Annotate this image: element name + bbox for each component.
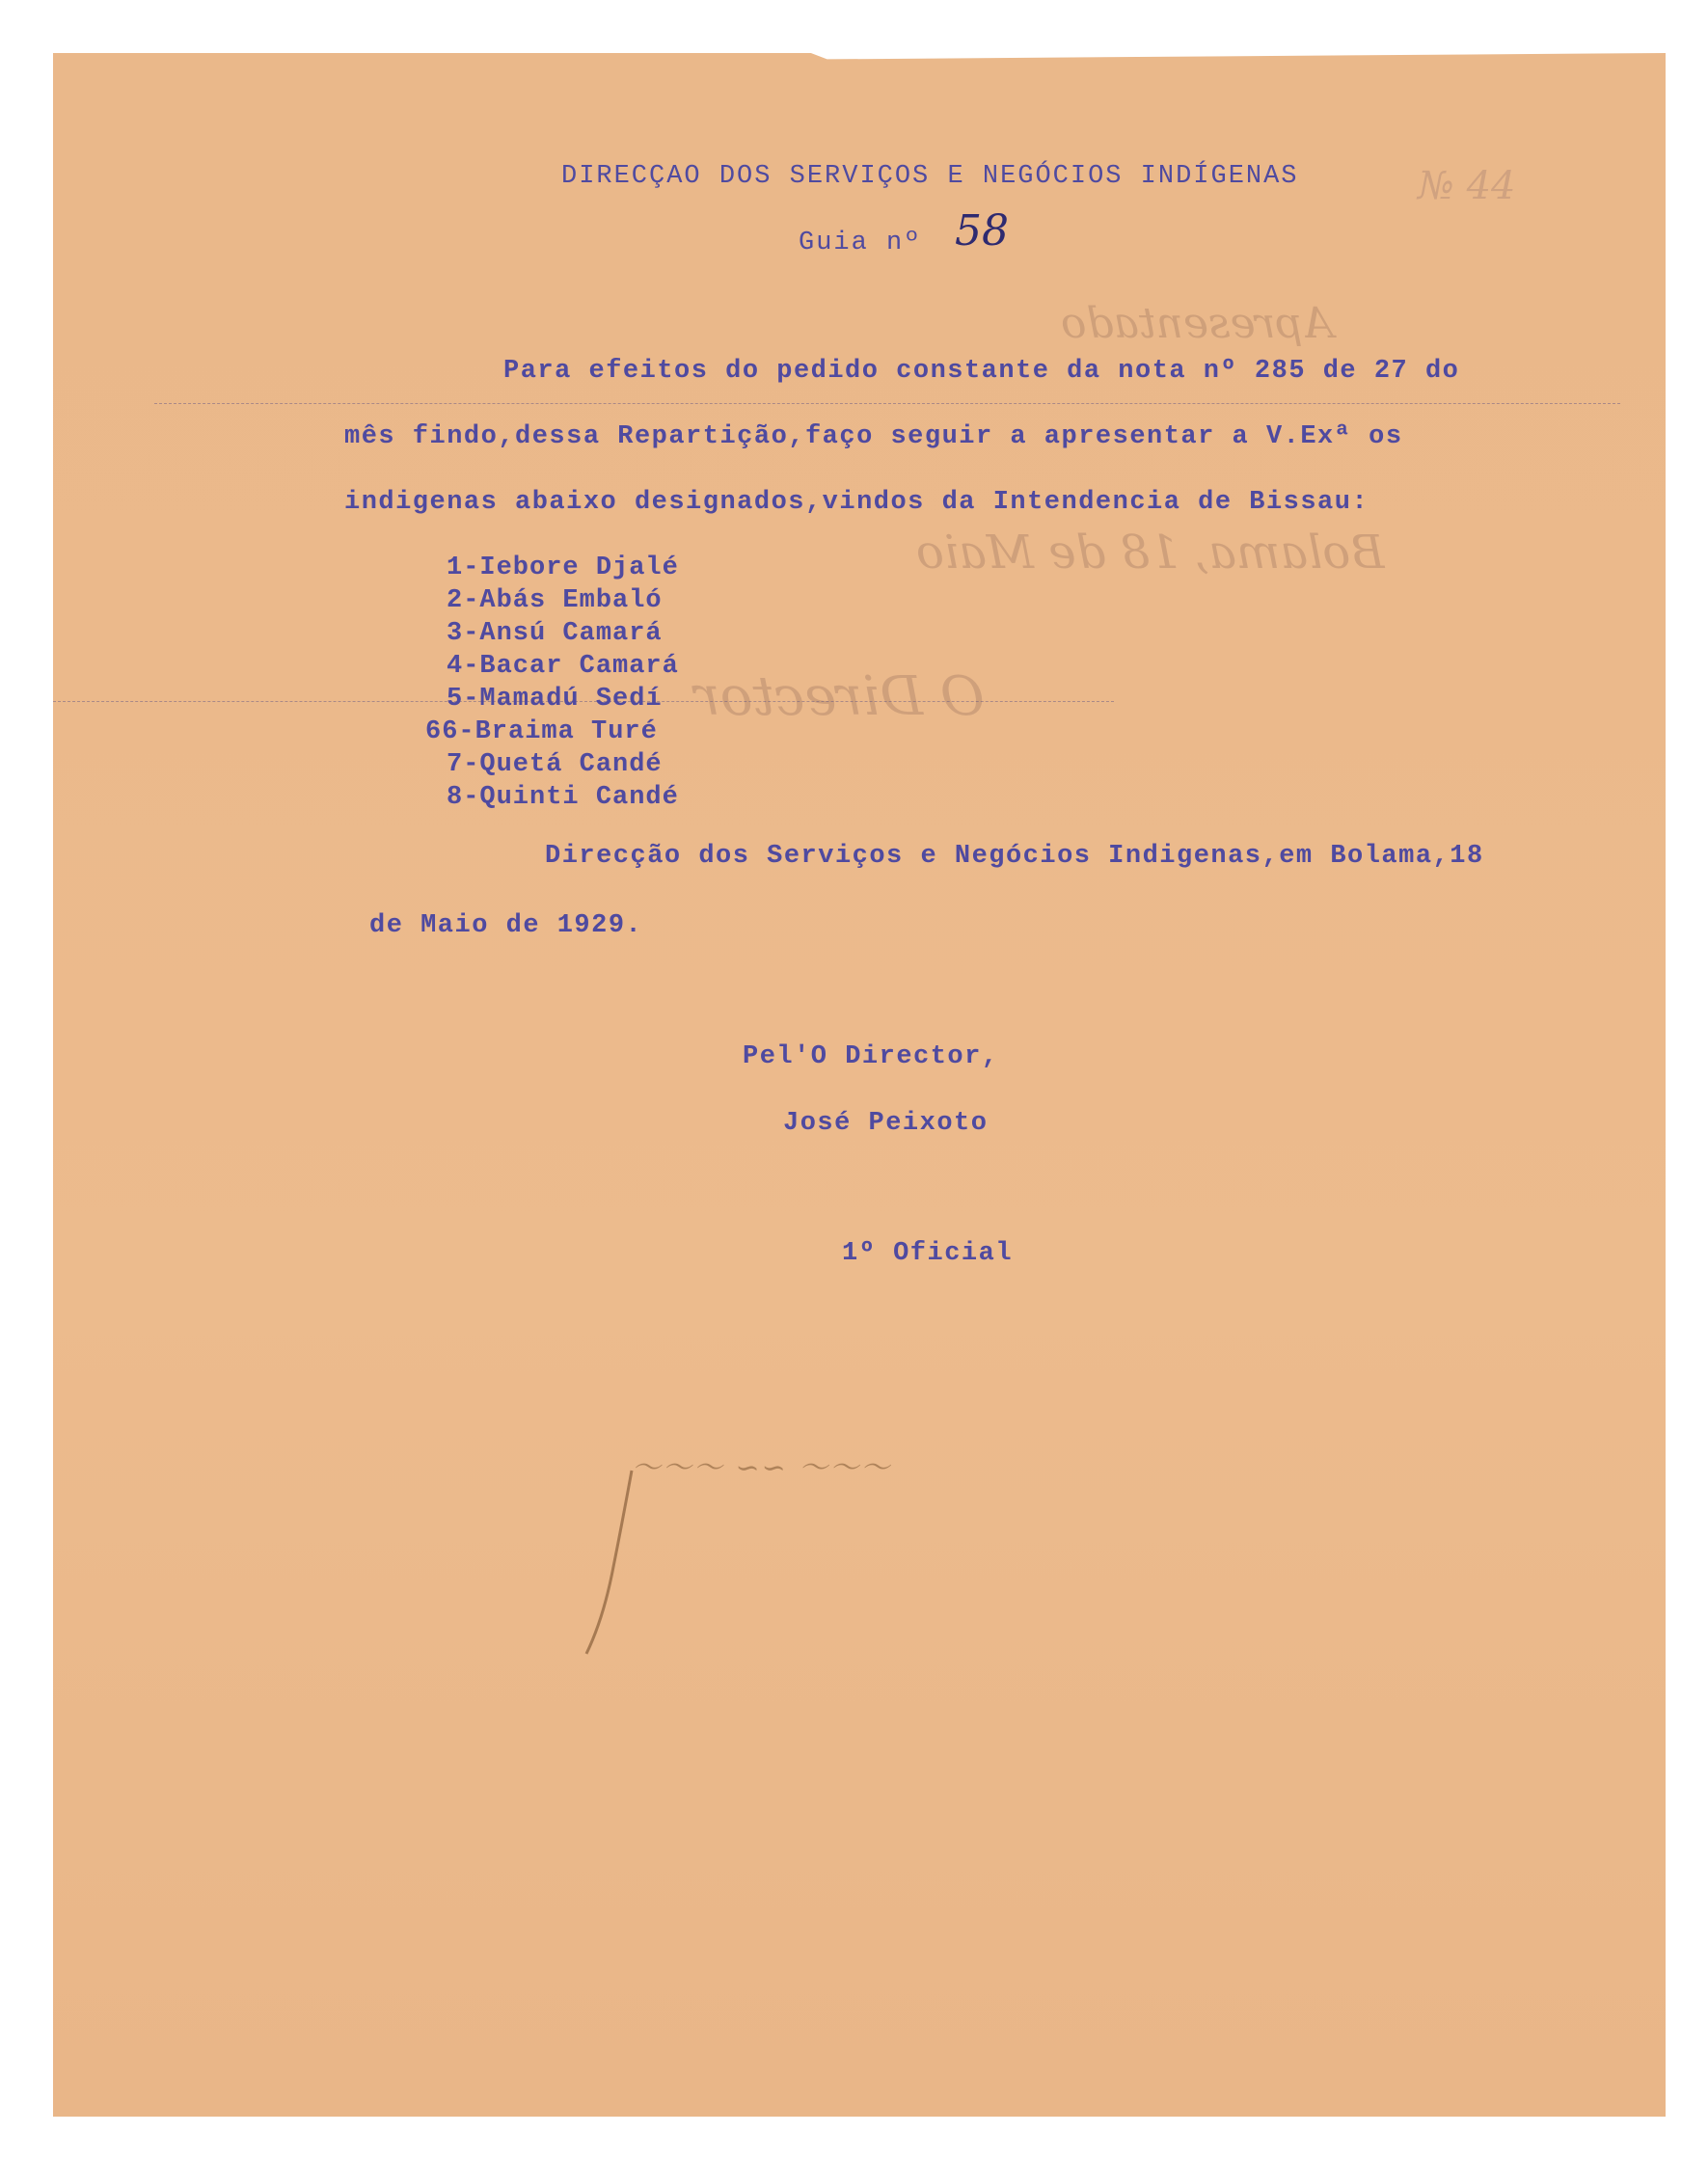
- bleed-through-mark: O Director: [694, 665, 985, 728]
- bleed-through-mark: Bolama, 18 de Maio: [916, 526, 1385, 580]
- dotted-guide-line: [154, 403, 1620, 404]
- place-date-line-2: de Maio de 1929.: [369, 911, 643, 940]
- list-item: 8-Quinti Candé: [447, 783, 679, 812]
- handwritten-annotation-mark: 〜〜〜 ∽∽ ～～～: [632, 1451, 892, 1485]
- list-item: 1-Iebore Djalé: [447, 554, 679, 582]
- list-item: 3-Ansú Camará: [447, 619, 663, 648]
- list-item: 66-Braima Turé: [425, 717, 658, 746]
- for-director-line: Pel'O Director,: [743, 1042, 999, 1071]
- list-item: 5-Mamadú Sedí: [447, 685, 663, 714]
- list-item: 7-Quetá Candé: [447, 750, 663, 779]
- body-line-2: mês findo,dessa Repartição,faço seguir a apresentar a V.Exª os: [344, 422, 1403, 451]
- department-heading: DIRECÇAO DOS SERVIÇOS E NEGÓCIOS INDÍGENAS: [561, 162, 1299, 191]
- guia-number: 58: [955, 206, 1009, 256]
- signatory-name: José Peixoto: [783, 1109, 989, 1138]
- names-list: [425, 552, 679, 814]
- body-line-3: indigenas abaixo designados,vindos da Intendencia de Bissau:: [344, 488, 1369, 517]
- bleed-through-mark: Apresentado: [1061, 299, 1334, 348]
- list-item: 2-Abás Embaló: [447, 586, 663, 615]
- guia-label: Guia nº: [799, 229, 922, 257]
- pen-stroke-mark: [579, 1466, 637, 1659]
- list-item: 4-Bacar Camará: [447, 652, 679, 681]
- signatory-title: 1º Oficial: [842, 1239, 1014, 1268]
- margin-annotation-mark: № 44: [1418, 164, 1516, 208]
- place-date-line-1: Direcção dos Serviços e Negócios Indigenas,em Bolama,18: [545, 842, 1484, 871]
- body-line-1: Para efeitos do pedido constante da nota nº 285 de 27 do: [503, 357, 1460, 386]
